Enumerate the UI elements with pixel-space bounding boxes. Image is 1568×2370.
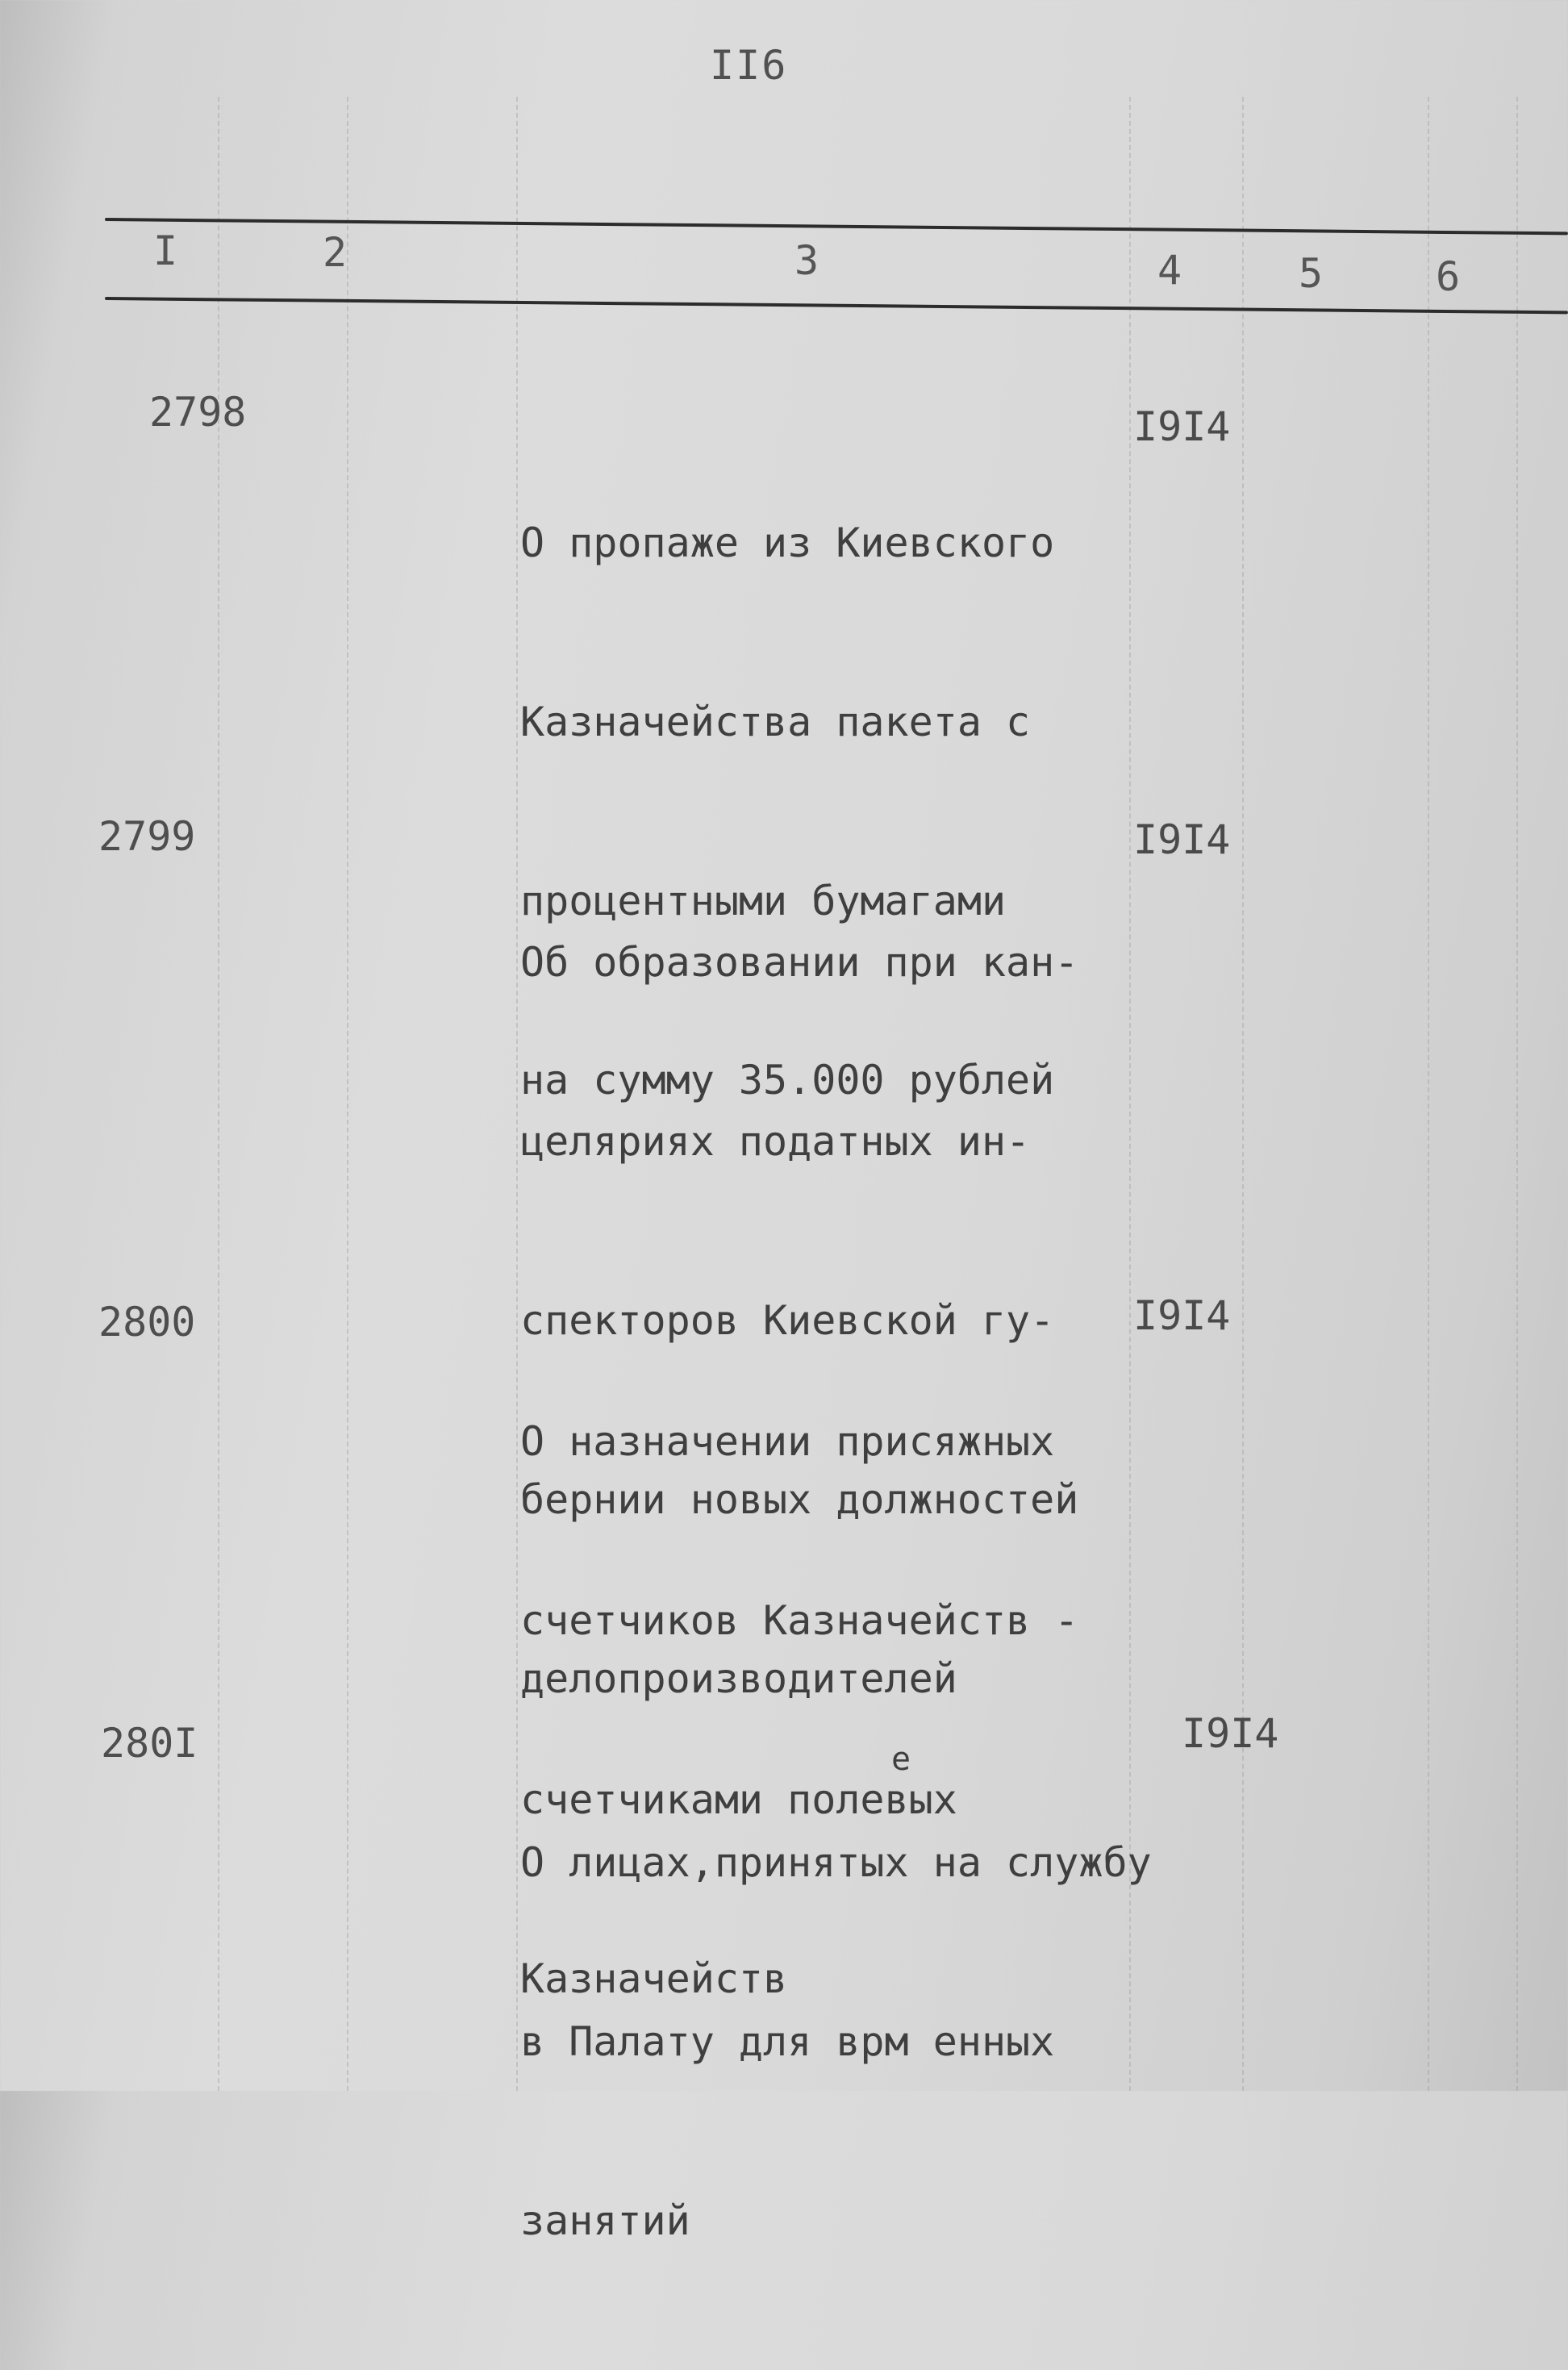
column-header-6: 6 (1436, 253, 1461, 300)
column-guide-line (1516, 97, 1518, 2091)
entry-title-line: в Палату для врм енных (520, 2018, 1055, 2065)
entry-year: I9I4 (1182, 1710, 1279, 1757)
entry-title-line: бернии новых должностей (520, 1476, 1079, 1523)
page-number: II6 (710, 42, 788, 89)
entry-number: 280I (101, 1720, 198, 1767)
column-guide-line (1428, 97, 1429, 2091)
entry-title-line: О пропаже из Киевского (520, 519, 1055, 566)
column-guide-line (347, 97, 348, 2091)
entry-title-line: О назначении присяжных (520, 1418, 1055, 1465)
entry-title-line: Об образовании при кан- (520, 939, 1079, 986)
entry-title-line: Казначейств (520, 1955, 788, 2002)
column-guide-line (516, 97, 518, 2091)
entry-title (520, 1713, 1270, 2370)
column-header-5: 5 (1299, 250, 1324, 297)
entry-title-line: делопроизводителей (520, 1655, 957, 1702)
column-header-2: 2 (323, 229, 348, 276)
entry-title-line: на сумму 35.000 рублей (520, 1057, 1055, 1104)
entry-year: I9I4 (1133, 816, 1231, 863)
header-bottom-rule (105, 297, 1568, 314)
entry-title-line: спекторов Киевской гу- (520, 1297, 1055, 1344)
entry-title-line: счетчиками полевых (520, 1776, 957, 1823)
entry-title-line: процентными бумагами (520, 878, 1007, 924)
entry-title-line: счетчиков Казначейств - (520, 1597, 1079, 1644)
entry-number: 2798 (149, 389, 247, 436)
entry-number: 2799 (98, 813, 196, 860)
correction-mark: е (891, 1741, 911, 1778)
entry-number: 2800 (98, 1299, 196, 1346)
entry-year: I9I4 (1133, 1292, 1231, 1339)
entry-title-line: Казначейства пакета с (520, 699, 1031, 745)
entry-title-line: целяриях податных ин- (520, 1118, 1031, 1165)
entry-year: I9I4 (1133, 403, 1231, 450)
entry-title-line: О лицах,принятых на службу (520, 1839, 1152, 1886)
column-header-3: 3 (794, 237, 819, 284)
entry-title-line: занятий (520, 2197, 690, 2244)
column-header-1: I (153, 227, 178, 274)
column-header-4: 4 (1157, 247, 1182, 294)
